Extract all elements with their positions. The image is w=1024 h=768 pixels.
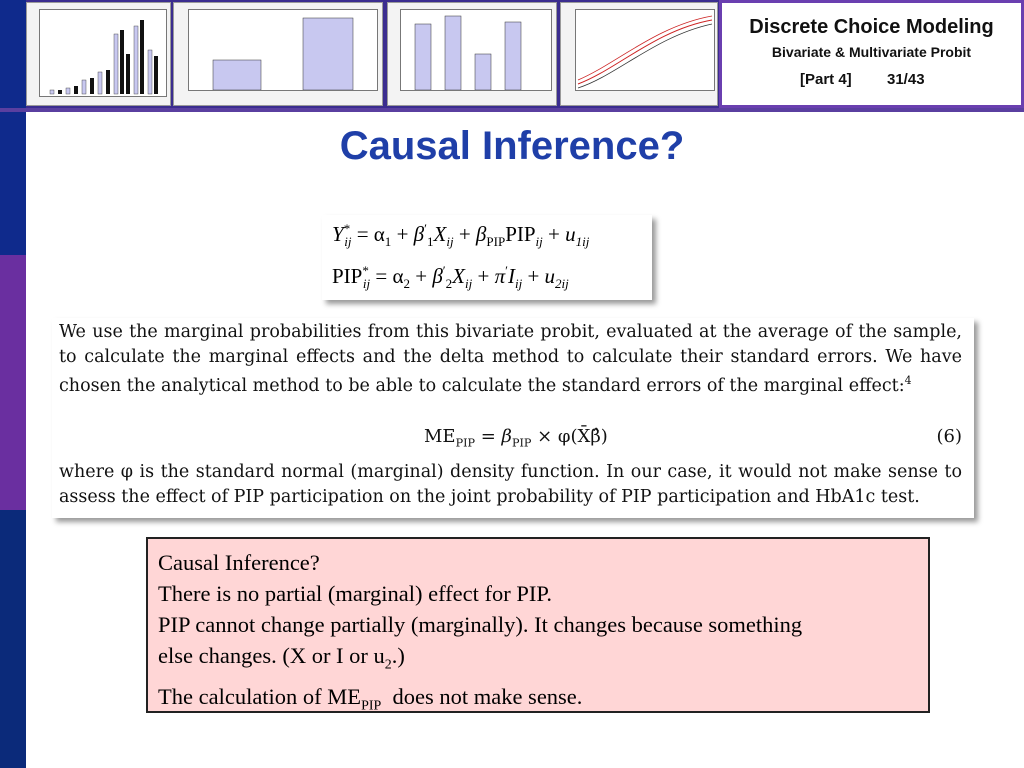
eq2-x: X (452, 264, 465, 288)
footnote-mark: 4 (904, 374, 912, 388)
course-title-box (719, 0, 1024, 108)
note-line-4-end: .) (391, 643, 405, 668)
paper-paragraph-2: where φ is the standard normal (marginal) density function. In our case, it would not make sense to assess the effect of PIP participation on the joint probability of PIP participation and HbA1c test. (59, 462, 962, 507)
slide-title: Causal Inference? (339, 124, 685, 168)
eq1-u-sub: 1ij (575, 234, 590, 250)
eq1-pip: PIP (505, 222, 536, 246)
eq1-pip-sub: ij (535, 234, 543, 250)
note-line-5-sub: PIP (361, 698, 382, 713)
course-subtitle: Bivariate & Multivariate Probit (771, 44, 972, 60)
thumbnail-bar-chart-2 (387, 2, 557, 106)
line-chart-graphic (576, 10, 714, 90)
equation-outcome: $Y^*_{ij} = \alpha_1 + \beta'_1X_{ij} + \beta_{PIP}PIP_{ij} + u_{1ij}$ (332, 221, 590, 250)
eq2-u: u (544, 264, 556, 288)
note-line-1: Causal Inference? (158, 550, 320, 575)
note-line-5-end: does not make sense. (381, 683, 583, 709)
bar-chart-graphic (189, 10, 377, 90)
eq1-alpha-sub: 1 (384, 234, 392, 250)
eq1-beta-sup: ′ (424, 221, 427, 236)
me-lhs: ME (424, 426, 456, 447)
note-line-4 (158, 640, 928, 681)
note-line-5-text: The calculation of ME (158, 683, 362, 709)
sidebar-segment-middle (0, 255, 26, 510)
me-beta: β (501, 426, 512, 447)
eq2-u-sub: 2ij (555, 276, 569, 292)
part-label: [Part 4] (800, 71, 852, 88)
me-lhs-sub: PIP (455, 436, 475, 450)
eq1-x-sub: ij (446, 234, 454, 250)
header-rule (0, 108, 1024, 112)
note-line-4-sub: 2 (384, 657, 392, 673)
eq2-pi-sup: ′ (505, 263, 508, 278)
paper-paragraph-1-text: We use the marginal probabilities from this bivariate probit, evaluated at the average of the sample, to calculate the marginal effects and the delta method to calculate their standard errors. We have chosen the analytical method to be able to calculate the standard errors of the marginal effect: (59, 322, 962, 397)
note-line-3: PIP cannot change partially (marginally). It changes because something (158, 612, 803, 637)
me-beta-sub: PIP (511, 436, 532, 450)
thumbnail-line-chart (560, 2, 718, 106)
note-line-5 (158, 681, 928, 722)
eq1-u: u (565, 222, 576, 246)
eq2-lhs-sup: * (362, 263, 369, 278)
eq2-i: I (507, 264, 515, 288)
eq2-alpha: α (392, 264, 404, 288)
equation-panel (322, 215, 652, 300)
eq1-beta: β (413, 222, 425, 246)
eq2-pi: π (494, 264, 506, 288)
eq2-beta-sup: ′ (442, 263, 446, 278)
eq1-lhs-sup: * (343, 221, 351, 236)
equation-number: (6) (936, 426, 962, 447)
thumbnail-histogram (26, 2, 171, 106)
equation-treatment: $PIP^*_{ij} = \alpha_2 + \beta'_2X_{ij} + \pi'I_{ij} + u_{2ij}$ (332, 263, 569, 292)
left-sidebar-bar (0, 0, 26, 768)
eq1-x: X (433, 222, 447, 246)
eq1-beta-pip: β (475, 222, 487, 246)
thumbnail-plot-area (575, 9, 715, 91)
thumbnail-plot-area (188, 9, 378, 91)
marginal-effect-equation: $ME_{PIP} = \beta_{PIP}$ × φ(X̄β̂) (424, 426, 608, 450)
paper-excerpt-panel (52, 318, 974, 518)
eq1-lhs: Y (332, 222, 344, 246)
thumbnail-plot-area (400, 9, 552, 91)
page-number: 31/43 (887, 71, 925, 88)
paper-paragraph-1 (59, 320, 962, 399)
thumbnail-plot-area (39, 9, 167, 97)
eq1-beta-pip-sub: PIP (486, 234, 506, 250)
course-title: Discrete Choice Modeling (749, 16, 994, 38)
bar-chart-graphic (401, 10, 551, 90)
note-line-4-text: else changes. (X or I or u (158, 643, 385, 668)
eq2-x-sub: ij (465, 276, 473, 292)
eq2-alpha-sub: 2 (403, 276, 410, 292)
eq1-alpha: α (373, 222, 385, 246)
thumbnail-bar-chart-1 (173, 2, 383, 106)
sidebar-segment-bottom (0, 510, 26, 768)
eq2-beta-sub: 2 (445, 276, 453, 292)
note-line-2: There is no partial (marginal) effect for PIP. (158, 581, 553, 606)
me-rhs: × φ(X̄β̂) (537, 426, 608, 447)
causal-inference-note (146, 537, 930, 713)
eq1-beta-sub: 1 (426, 234, 434, 250)
eq1-lhs-sub: ij (344, 234, 352, 250)
eq2-lhs-sub: ij (362, 276, 371, 292)
eq2-i-sub: ij (514, 276, 523, 292)
eq2-lhs: PIP (332, 264, 363, 288)
eq2-beta: β (432, 264, 443, 288)
histogram-bars-graphic (40, 10, 166, 96)
